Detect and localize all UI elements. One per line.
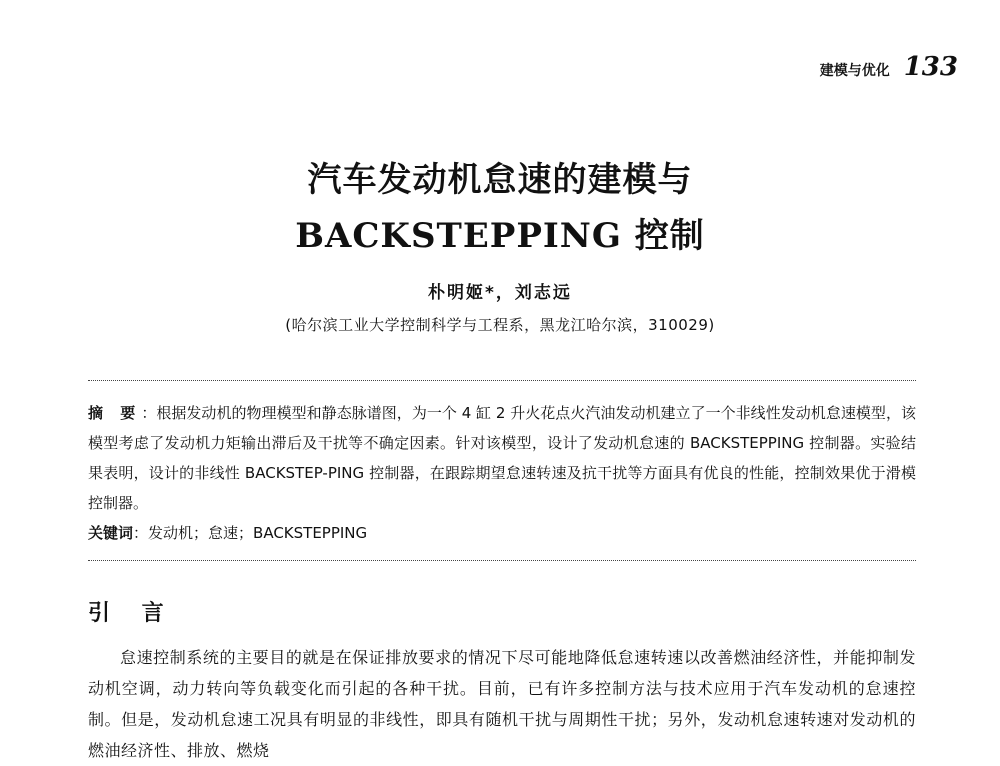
- affiliation: (哈尔滨工业大学控制科学与工程系，黑龙江哈尔滨，310029): [285, 316, 715, 334]
- keywords-text: 发动机；怠速；BACKSTEPPING: [148, 524, 368, 542]
- keywords-colon: ：: [133, 524, 149, 542]
- abstract-top-rule: [88, 380, 916, 381]
- abstract-label: 摘 要: [88, 404, 142, 422]
- section-heading-introduction: 引 言: [88, 601, 176, 626]
- page-number: 133: [903, 52, 958, 82]
- title-line-1: 汽车发动机怠速的建模与: [307, 160, 693, 200]
- keywords: [88, 518, 916, 548]
- section-name: 建模与优化: [819, 63, 890, 79]
- abstract-bottom-rule: [88, 560, 916, 561]
- paper-title: [0, 152, 1000, 264]
- abstract-colon: ：: [141, 404, 157, 422]
- abstract-text: 根据发动机的物理模型和静态脉谱图，为一个 4 缸 2 升火花点火汽油发动机建立了一个非线性发动机怠速模型，该模型考虑了发动机力矩输出滞后及干扰等不确定因素。针对该模型，设计了发动机怠速的 BACKSTEPPING 控制器。实验结果表明，设计的非线性 BACKSTEP-PING 控制器，在跟踪期望怠速转速及抗干扰等方面具有优良的性能，控制效果优于滑模控制器。: [88, 404, 916, 512]
- title-line-2: BACKSTEPPING 控制: [295, 216, 705, 256]
- authors: 朴明姬*，刘志远: [428, 283, 572, 303]
- abstract: [88, 398, 916, 518]
- running-header: [820, 52, 958, 82]
- keywords-label: 关键词: [88, 524, 134, 542]
- intro-paragraph: 怠速控制系统的主要目的就是在保证排放要求的情况下尽可能地降低怠速转速以改善燃油经济性，并能抑制发动机空调，动力转向等负载变化而引起的各种干扰。目前，已有许多控制方法与技术应用于汽车发动机的怠速控制。但是，发动机怠速工况具有明显的非线性，即具有随机干扰与周期性干扰；另外，发动机怠速转速对发动机的燃油经济性、排放、燃烧: [88, 648, 916, 760]
